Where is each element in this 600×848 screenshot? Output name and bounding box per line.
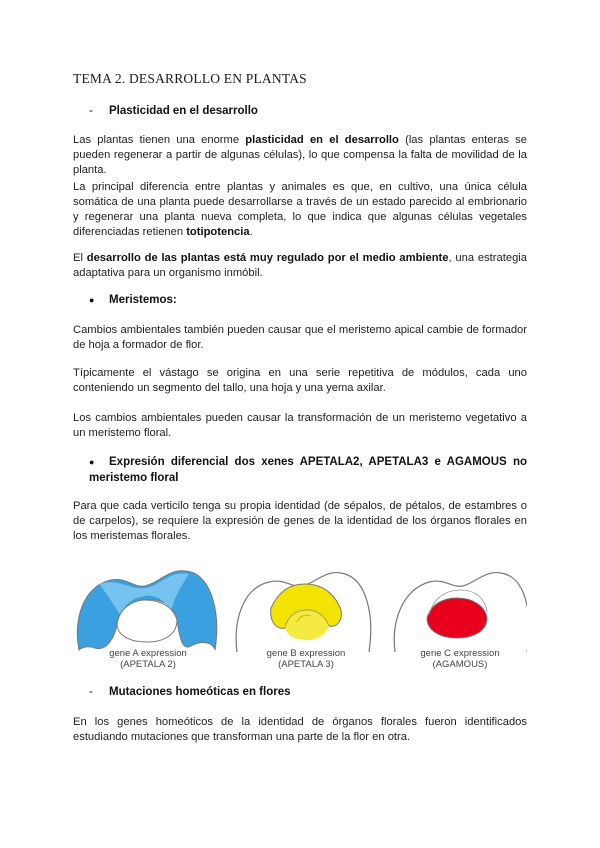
section-heading-text: Plasticidad en el desarrollo — [109, 105, 258, 117]
bullet-dash: - — [89, 105, 93, 117]
section-heading-text: Mutaciones homeóticas en flores — [109, 686, 291, 698]
bullet-dot: ● — [89, 295, 95, 305]
caption-gene-b: gene B expression (APETALA 3) — [266, 648, 346, 670]
bold-term-plasticidad: plasticidad en el desarrollo — [245, 134, 399, 146]
page-title: TEMA 2. DESARROLLO EN PLANTAS — [73, 71, 307, 86]
section-heading-text: Meristemos: — [109, 294, 177, 306]
bullet-dot: ● — [89, 457, 95, 467]
bold-term-totipotencia: totipotencia — [186, 226, 250, 238]
bold-term-medio-ambiente: desarrollo de las plantas está muy regulado por el medio ambiente — [86, 252, 449, 264]
gene-c-diagram — [394, 573, 527, 652]
caption-gene-c: gene C expression (AGAMOUS) — [420, 648, 500, 670]
section-heading-expresion — [89, 454, 527, 486]
gene-b-diagram — [236, 573, 371, 652]
paragraph-plasticidad: Las plantas tienen una enorme plasticidad en el desarrollo (las plantas enteras se pueden regenerar a partir de algunas células), lo que compensa la falta de movilidad de la planta. — [73, 134, 527, 176]
caption-gene-a: gene A expression (APETALA 2) — [109, 648, 187, 670]
meristem-expression-figure — [73, 560, 527, 676]
paragraph-verticilo: Para que cada verticilo tenga su propia identidad (de sépalos, de pétalos, de estambres o de carpelos), se requiere la expresión de genes de la identidad de los órganos florales en los meristemas florales. — [73, 500, 527, 542]
bullet-dash: - — [89, 686, 93, 698]
gene-a-diagram — [77, 571, 216, 650]
section-heading-mutaciones — [89, 686, 291, 698]
section-heading-plasticidad — [89, 105, 258, 117]
paragraph-medio-ambiente: El desarrollo de las plantas está muy regulado por el medio ambiente, una estrategia adaptativa para un organismo inmóbil. — [73, 252, 527, 279]
paragraph-vastago: Típicamente el vástago se origina en una serie repetitiva de módulos, cada uno conteniendo un segmento del tallo, una hoja y una yema axilar. — [73, 367, 527, 394]
paragraph-diferencia: La principal diferencia entre plantas y animales es que, en cultivo, una única célula somática de una planta puede desarrollarse a través de un estado parecido al embrionario y regenerar una planta nueva completa, lo que indica que algunas células vegetales diferenciadas retienen totipotencia. — [73, 181, 527, 238]
section-heading-meristemos — [89, 294, 177, 306]
paragraph-transformacion: Los cambios ambientales pueden causar la transformación de un meristemo vegetativo a un meristemo floral. — [73, 412, 527, 439]
section-heading-text: Expresión diferencial dos xenes APETALA2, APETALA3 e AGAMOUS no meristemo floral — [89, 456, 527, 484]
paragraph-homeoticos: En los genes homeóticos de la identidad de órganos florales fueron identificados estudiando mutaciones que transforman una parte de la flor en otra. — [73, 716, 527, 743]
paragraph-cambios: Cambios ambientales también pueden causar que el meristemo apical cambie de formador de hoja a formador de flor. — [73, 324, 527, 351]
